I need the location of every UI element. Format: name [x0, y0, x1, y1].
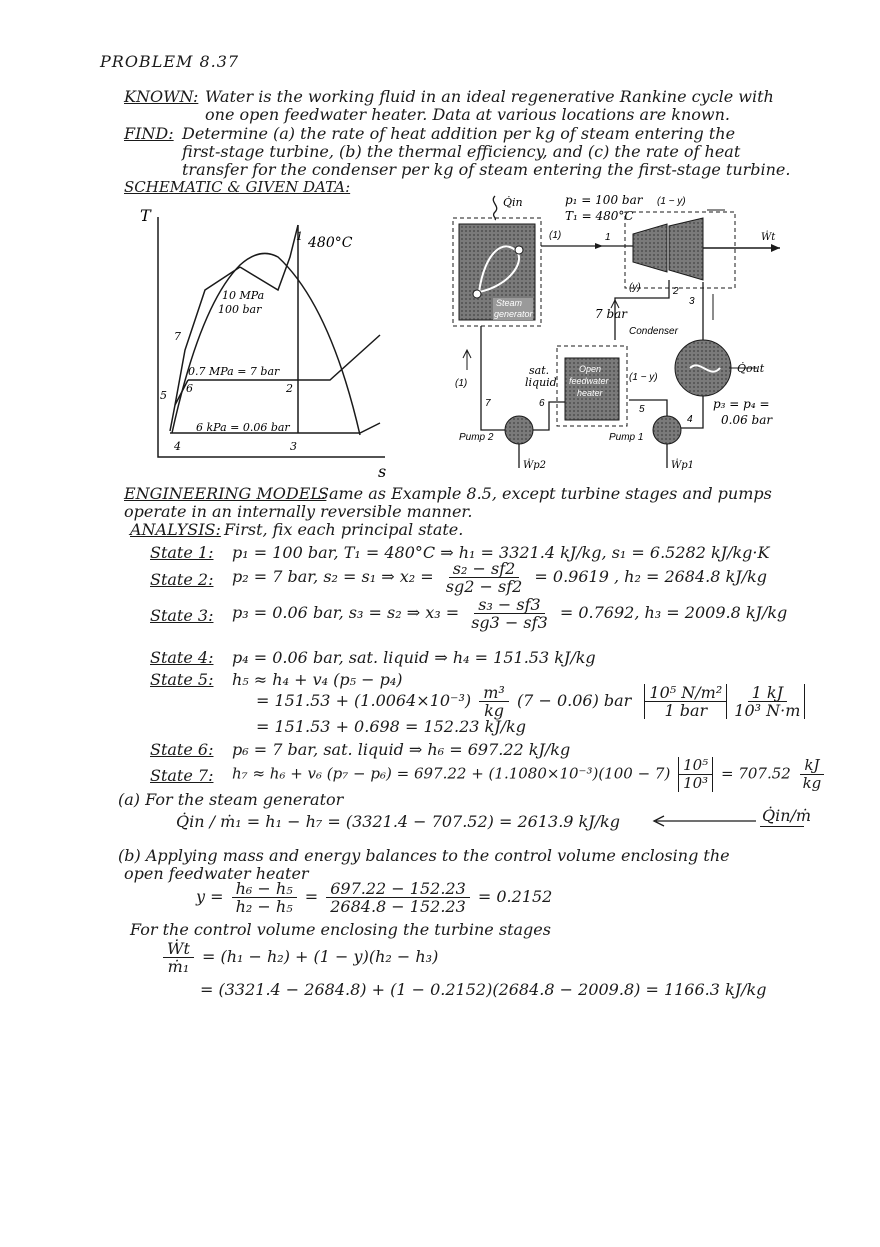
frac-1y-label: (1 − y): [657, 196, 686, 207]
state-5-units: [479, 684, 509, 719]
turbine-cv-line: For the control volume enclosing the turbine stages: [130, 920, 551, 939]
known-line-2: one open feedwater heater. Data at various locations are known.: [205, 105, 731, 124]
state-2-num: s₂ − sf2: [449, 560, 520, 578]
wt-result: = (3321.4 − 2684.8) + (1 − 0.2152)(2684.8 − 2009.8) = 1166.3 kJ/kg: [200, 980, 767, 999]
part-a-eq: Q̇in / ṁ₁ = h₁ − h₇ = (3321.4 − 707.52) = 2613.9 kJ/kg: [176, 812, 620, 831]
state-5-eq-b: [256, 684, 808, 719]
p-mid-label: 0.7 MPa = 7 bar: [188, 365, 280, 378]
wt-den: ṁ₁: [167, 957, 190, 976]
engineering-model-line-1: Same as Example 8.5, except turbine stages and pumps: [318, 484, 772, 503]
y-result: = 0.2152: [477, 887, 553, 906]
engineering-model-line-2: operate in an internally reversible manner.: [124, 502, 473, 521]
ofwh-label-3: heater: [577, 388, 603, 398]
state-7-kg: kg: [802, 774, 822, 792]
qout-label: Q̇out: [737, 362, 765, 375]
state-7-lhs: h₇ ≈ h₆ + v₆ (p₇ − p₆) = 697.22 + (1.1080×10⁻³)(100 − 7): [232, 764, 671, 783]
plant-state-6: 6: [539, 398, 545, 409]
sat-label-1: sat.: [529, 364, 550, 377]
plant-state-4: 4: [687, 414, 693, 425]
ts-point-6: 6: [186, 382, 193, 395]
plant-state-5: 5: [639, 404, 645, 415]
ts-diagram: [130, 195, 390, 480]
part-a-arrow: [648, 812, 758, 828]
condenser-label: Condenser: [629, 326, 678, 337]
ts-point-1: 1: [296, 230, 303, 243]
state-4-eq: p₄ = 0.06 bar, sat. liquid ⇒ h₄ = 151.53 kJ/kg: [232, 648, 596, 667]
find-line-3: transfer for the condenser per kg of steam entering the first-stage turbine.: [182, 160, 791, 179]
pump-2-label: Pump 2: [459, 432, 494, 443]
state-3-den: sg3 − sf3: [471, 613, 548, 632]
state-3-eq: [232, 596, 787, 631]
state-6-eq: p₆ = 7 bar, sat. liquid ⇒ h₆ = 697.22 kJ/kg: [232, 740, 571, 759]
state-7-den: 10³: [683, 774, 709, 792]
known-label: KNOWN:: [124, 87, 199, 106]
flow-1-label: (1): [549, 230, 562, 241]
y-num-1: h₆ − h₅: [232, 880, 297, 898]
state-5-value: = 151.53 + (1.0064×10⁻³): [256, 691, 472, 710]
plant-state-1: 1: [605, 232, 611, 243]
y-den-1: h₂ − h₅: [235, 897, 293, 916]
saturation-dome: [172, 253, 360, 435]
ts-point-2: 2: [286, 382, 293, 395]
state-3-label: State 3:: [150, 606, 214, 625]
find-label: FIND:: [124, 124, 174, 143]
y-equals: =: [304, 887, 319, 906]
conv-2-num: 1 kJ: [748, 684, 787, 702]
flow-1-label-2: (1): [455, 378, 468, 389]
state-7-units: [799, 757, 826, 792]
state-7-label: State 7:: [150, 766, 214, 785]
state-5-eq-d: = 151.53 + 0.698 = 152.23 kJ/kg: [256, 717, 526, 736]
state-2-fraction: [442, 560, 527, 595]
p3p4-label-1: p₃ = p₄ =: [713, 397, 770, 411]
wt-equation: [160, 940, 438, 975]
plant-state-7: 7: [485, 398, 491, 409]
state-5-kg: kg: [484, 701, 505, 720]
y-fraction-2: [326, 880, 470, 915]
steam-generator-label-2: generator: [494, 309, 533, 319]
state-5-label: State 5:: [150, 670, 214, 689]
y-equation: [196, 880, 552, 915]
part-b-line-2: open feedwater heater: [124, 864, 309, 883]
state-5-m3: m³: [479, 684, 509, 702]
find-line-1: Determine (a) the rate of heat addition per kg of steam entering the: [182, 124, 736, 143]
schematic-heading: SCHEMATIC & GIVEN DATA:: [124, 178, 351, 196]
state-3-rhs: = 0.7692, h₃ = 2009.8 kJ/kg: [559, 603, 788, 622]
state-7-conv: [678, 757, 713, 792]
y-den-2: 2684.8 − 152.23: [330, 897, 466, 916]
state-3-fraction: [467, 596, 552, 631]
state-2-label: State 2:: [150, 570, 214, 589]
problem-number: PROBLEM 8.37: [100, 52, 240, 71]
state-1-label: State 1:: [150, 543, 214, 562]
ts-point-5: 5: [160, 389, 167, 402]
state-1-eq: p₁ = 100 bar, T₁ = 480°C ⇒ h₁ = 3321.4 kJ/kg, s₁ = 6.5282 kJ/kg·K: [232, 543, 770, 562]
ofwh-label-1: Open: [579, 364, 602, 374]
steam-generator-label-1: Steam: [496, 298, 523, 308]
conv-1-num: 10⁵ N/m²: [645, 684, 726, 702]
ofwh-label-2: feedwater: [569, 376, 609, 386]
y-num-2: 697.22 − 152.23: [326, 880, 470, 898]
part-b-line-1: (b) Applying mass and energy balances to the control volume enclosing the: [118, 846, 730, 865]
turbine-stage-2: [669, 218, 703, 280]
turbine-stage-1: [633, 224, 667, 272]
pump-2: [505, 416, 533, 444]
p1-label: p₁ = 100 bar: [565, 193, 643, 207]
ts-point-4: 4: [174, 440, 181, 453]
t-axis-label: T: [140, 206, 151, 225]
find-line-2: first-stage turbine, (b) the thermal efficiency, and (c) the rate of heat: [182, 142, 741, 161]
temp-label: 480°C: [308, 235, 353, 251]
state-2-lhs: p₂ = 7 bar, s₂ = s₁ ⇒ x₂ =: [232, 567, 434, 586]
qin-label: Q̇in: [503, 196, 523, 209]
engineering-model-label: ENGINEERING MODEL:: [124, 484, 327, 503]
known-line-1: Water is the working fluid in an ideal regenerative Rankine cycle with: [205, 87, 774, 106]
s-axis-label: s: [378, 462, 387, 480]
ts-point-3: 3: [290, 440, 297, 453]
wt-num: Ẇt: [163, 940, 194, 958]
analysis-intro: First, fix each principal state.: [224, 520, 464, 539]
part-a-tag: Q̇in/ṁ: [762, 806, 812, 825]
conv-1-den: 1 bar: [664, 701, 708, 720]
state-4-label: State 4:: [150, 648, 214, 667]
conv-2-den: 10³ N·m: [734, 701, 801, 720]
p-high-label-1: 10 MPa: [222, 289, 265, 302]
superheat-line: [240, 225, 298, 290]
state-6-label: State 6:: [150, 740, 214, 759]
state-7-kj: kJ: [800, 757, 823, 775]
plant-state-3: 3: [689, 296, 695, 307]
wt-fraction: [163, 940, 194, 975]
bar7-label: 7 bar: [595, 307, 628, 321]
wt-label: Ẇt: [761, 232, 776, 243]
extraction-y-label: (y): [629, 282, 641, 293]
p-high-label-2: 100 bar: [218, 303, 262, 316]
state-7-eq: [232, 757, 828, 792]
state-5-pressure: (7 − 0.06) bar: [516, 691, 632, 710]
state-5-conv-1: [644, 684, 727, 719]
pump-1: [653, 416, 681, 444]
sat-label-2: liquid: [525, 376, 557, 389]
state-3-lhs: p₃ = 0.06 bar, s₃ = s₂ ⇒ x₃ =: [232, 603, 460, 622]
frac-1y-label-2: (1 − y): [629, 372, 658, 383]
wp2-label: Ẇp2: [523, 460, 547, 471]
state-2-den: sg2 − sf2: [445, 577, 523, 596]
pump-1-label: Pump 1: [609, 432, 644, 443]
state-7-result: = 707.52: [720, 764, 791, 783]
t1-label: T₁ = 480°C: [565, 209, 634, 223]
state-2-rhs: = 0.9619 , h₂ = 2684.8 kJ/kg: [534, 567, 767, 586]
p-low-label: 6 kPa = 0.06 bar: [196, 421, 290, 434]
state-5-conv-2: [730, 684, 805, 719]
part-a-heading: (a) For the steam generator: [118, 790, 344, 809]
ts-point-7: 7: [174, 330, 181, 343]
state-7-num: 10⁵: [679, 757, 712, 775]
state-3-num: s₃ − sf3: [474, 596, 545, 614]
state-5-eq-a: h₅ ≈ h₄ + v₄ (p₅ − p₄): [232, 670, 403, 689]
plant-state-2: 2: [673, 286, 679, 297]
y-fraction-1: [232, 880, 297, 915]
plant-schematic: [445, 190, 795, 475]
wt-rhs: = (h₁ − h₂) + (1 − y)(h₂ − h₃): [201, 947, 439, 966]
p3p4-label-2: 0.06 bar: [721, 413, 773, 427]
y-lhs: y =: [196, 887, 224, 906]
analysis-label: ANALYSIS:: [130, 520, 221, 539]
state-2-eq: [232, 560, 767, 595]
part-a-tag-underline: [760, 826, 804, 827]
wp1-label: Ẇp1: [671, 460, 695, 471]
